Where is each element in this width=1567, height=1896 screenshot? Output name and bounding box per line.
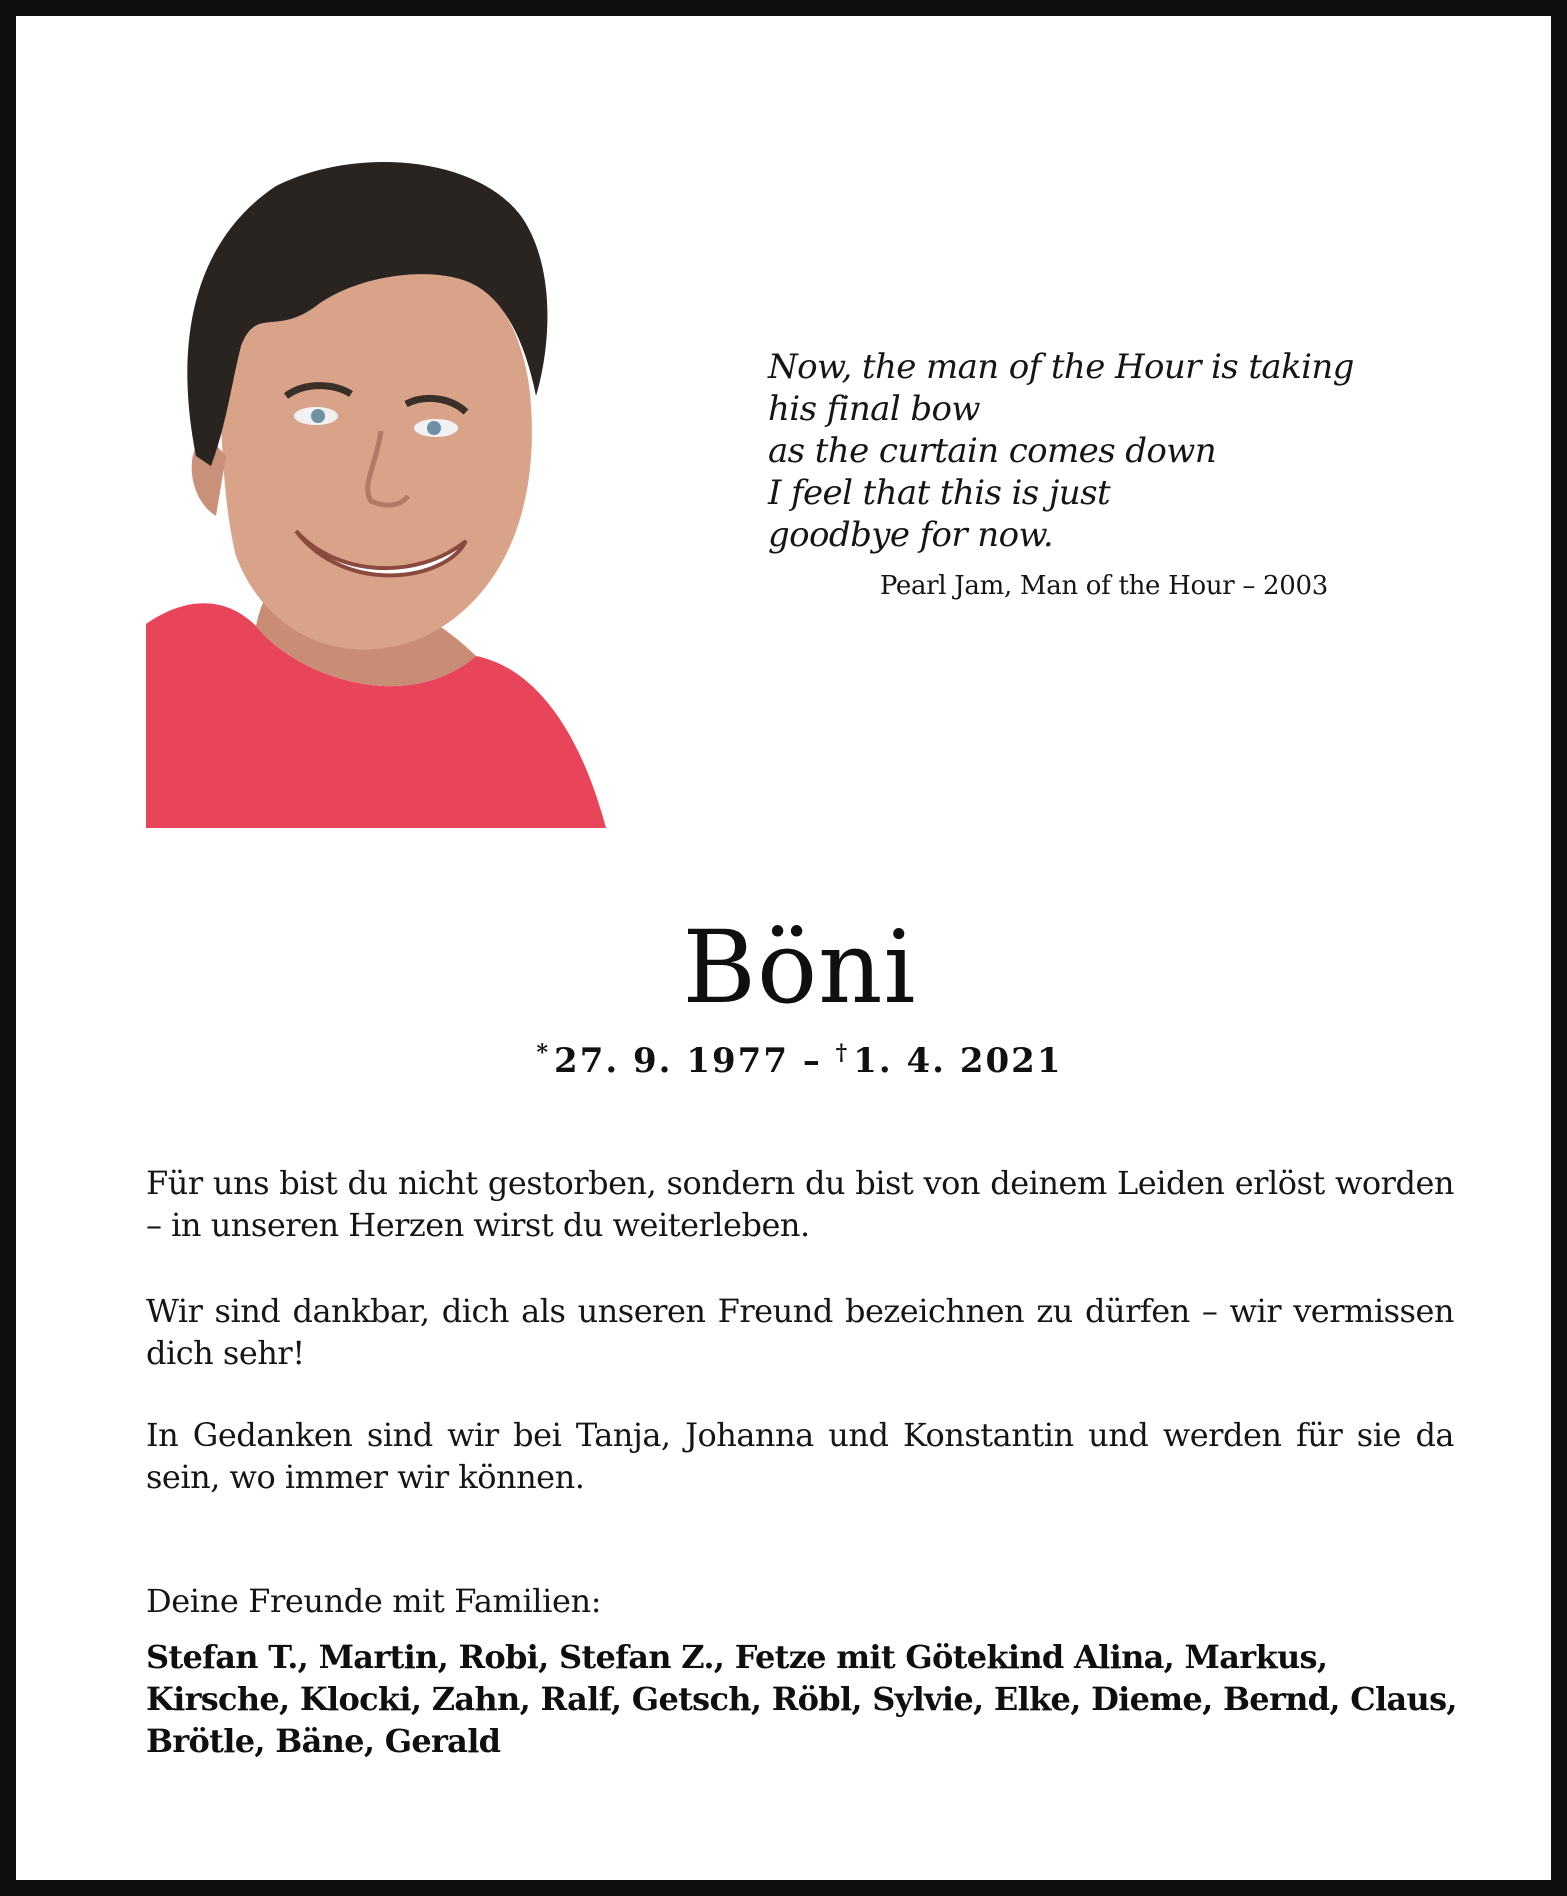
quote-line: as the curtain comes down [768,431,1217,471]
paragraph-1: Für uns bist du nicht gestorben, sondern du bist von deinem Leiden erlöst worden – in unseren Herzen wirst du weiterleben. [146,1164,1454,1244]
portrait-photo [146,156,606,828]
quote-line: goodbye for now. [768,515,1054,555]
paragraph-2: Wir sind dankbar, dich als unseren Freund bezeichnen zu dürfen – wir vermissen dich sehr! [146,1292,1454,1372]
birth-mark: * [536,1040,551,1066]
quote-credit: Pearl Jam, Man of the Hour – 2003 [879,571,1328,601]
death-mark: † [835,1040,850,1066]
life-dates [16,1040,1567,1081]
death-date: 1. 4. 2021 [853,1041,1063,1081]
quote-line: his final bow [768,389,980,429]
friends-list: Stefan T., Martin, Robi, Stefan Z., Fetze mit Götekind Alina, Markus, Kirsche, Klocki, Zahn, Ralf, Getsch, Röbl, Sylvie, Elke, Dieme, Bernd, Claus, Brötle, Bäne, Gerald [146,1638,1457,1760]
quote-line: Now, the man of the Hour is taking [768,347,1354,387]
paragraph-3: In Gedanken sind wir bei Tanja, Johanna und Konstantin und werden für sie da sein, wo immer wir können. [146,1416,1454,1496]
friends-heading: Deine Freunde mit Familien: [146,1582,602,1620]
birth-date: 27. 9. 1977 – [554,1041,822,1081]
song-quote [768,346,1408,556]
quote-line: I feel that this is just [768,473,1111,513]
deceased-name: Böni [682,909,917,1026]
